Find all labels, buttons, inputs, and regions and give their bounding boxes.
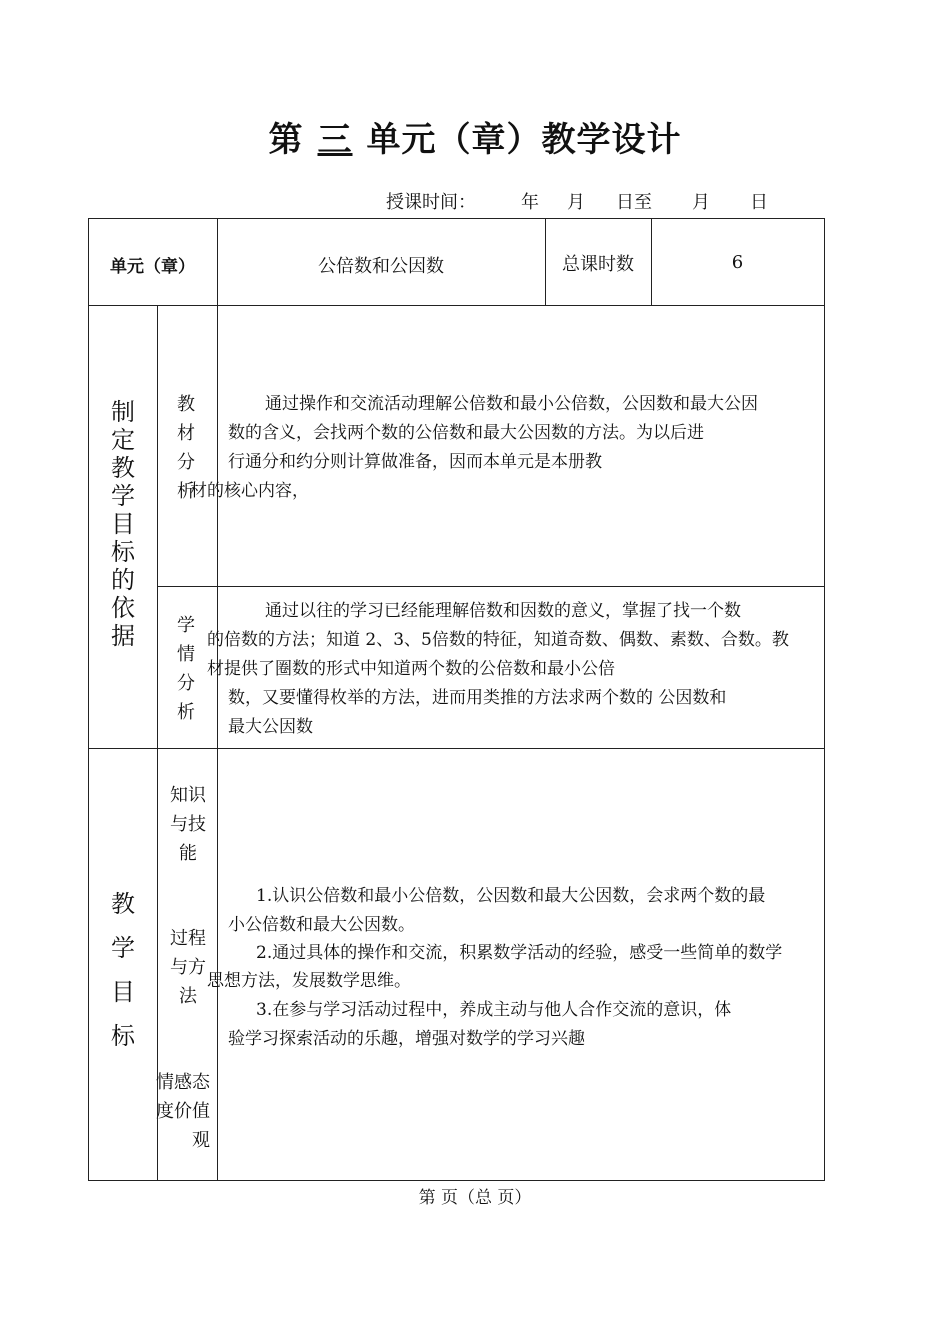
teaching-time-day-to: 日至 <box>616 192 652 213</box>
textbook-line-2: 数的含义，会找两个数的公倍数和最大公因数的方法。为以后进 <box>228 423 704 443</box>
student-line-1: 通过以往的学习已经能理解倍数和因数的意义，掌握了找一个数 <box>265 601 741 621</box>
goal-line-4: 思想方法，发展数学思维。 <box>207 971 411 991</box>
goal-line-6: 验学习探索活动的乐趣，增强对数学的学习兴趣 <box>228 1029 585 1049</box>
total-hours-label: 总课时数 <box>562 254 634 275</box>
page-title <box>0 112 950 161</box>
unit-name: 公倍数和公因数 <box>318 256 444 277</box>
page-footer: 第 页（总 页） <box>418 1188 532 1208</box>
student-analysis-label: 学情分析 <box>177 615 195 723</box>
process-method-label: 过程与方法 <box>170 928 206 1007</box>
teaching-time-month-start: 月 <box>567 192 585 213</box>
teaching-time-day-end: 日 <box>750 192 768 213</box>
table-border-bottom <box>88 1180 825 1181</box>
basis-section-label: 制定教学目标的依据 <box>111 398 135 650</box>
textbook-line-1: 通过操作和交流活动理解公倍数和最小公倍数，公因数和最大公因 <box>265 394 758 414</box>
textbook-line-3: 行通分和约分则计算做准备，因而本单元是本册教 <box>228 452 602 472</box>
textbook-line-4: 材的核心内容， <box>190 481 309 501</box>
student-line-2: 的倍数的方法；知道 2、3、5倍数的特征，知道奇数、偶数、素数、合数。教 <box>207 630 789 650</box>
table-border-right <box>824 218 825 1181</box>
row-divider-header <box>88 305 825 306</box>
col-divider-sub <box>157 305 158 1181</box>
student-line-4: 数，又要懂得枚举的方法，进而用类推的方法求两个数的 公因数和 <box>228 688 727 708</box>
goal-line-2: 小公倍数和最大公因数。 <box>228 915 415 935</box>
teaching-time-label: 授课时间： <box>386 192 476 213</box>
goal-line-1: 1.认识公倍数和最小公倍数，公因数和最大公因数，会求两个数的最 <box>256 886 766 906</box>
goal-line-5: 3.在参与学习活动过程中，养成主动与他人合作交流的意识，体 <box>256 1000 732 1020</box>
unit-label: 单元（章） <box>110 257 195 277</box>
emotion-values-label: 情感态度价值观 <box>156 1072 210 1151</box>
table-border-top <box>88 218 825 219</box>
student-line-3: 材提供了圈数的形式中知道两个数的公倍数和最小公倍 <box>207 659 615 679</box>
teaching-time-month-end: 月 <box>692 192 710 213</box>
title-suffix: 单元（章）教学设计 <box>366 120 682 160</box>
col-divider-content <box>217 218 218 1181</box>
title-unit-number: 三 <box>317 120 353 160</box>
goal-line-3: 2.通过具体的操作和交流，积累数学活动的经验，感受一些简单的数学 <box>256 943 783 963</box>
student-line-5: 最大公因数 <box>228 717 313 737</box>
knowledge-skills-label: 知识与技能 <box>170 785 206 864</box>
teaching-time-year: 年 <box>521 192 539 213</box>
title-prefix: 第 <box>268 120 304 160</box>
goals-section-label: 教学目标 <box>111 890 135 1050</box>
textbook-analysis-label: 教材分析 <box>177 394 195 502</box>
table-border-left <box>88 218 89 1181</box>
row-divider-analysis <box>157 586 825 587</box>
row-divider-basis <box>88 748 825 749</box>
total-hours-value: 6 <box>731 252 744 273</box>
